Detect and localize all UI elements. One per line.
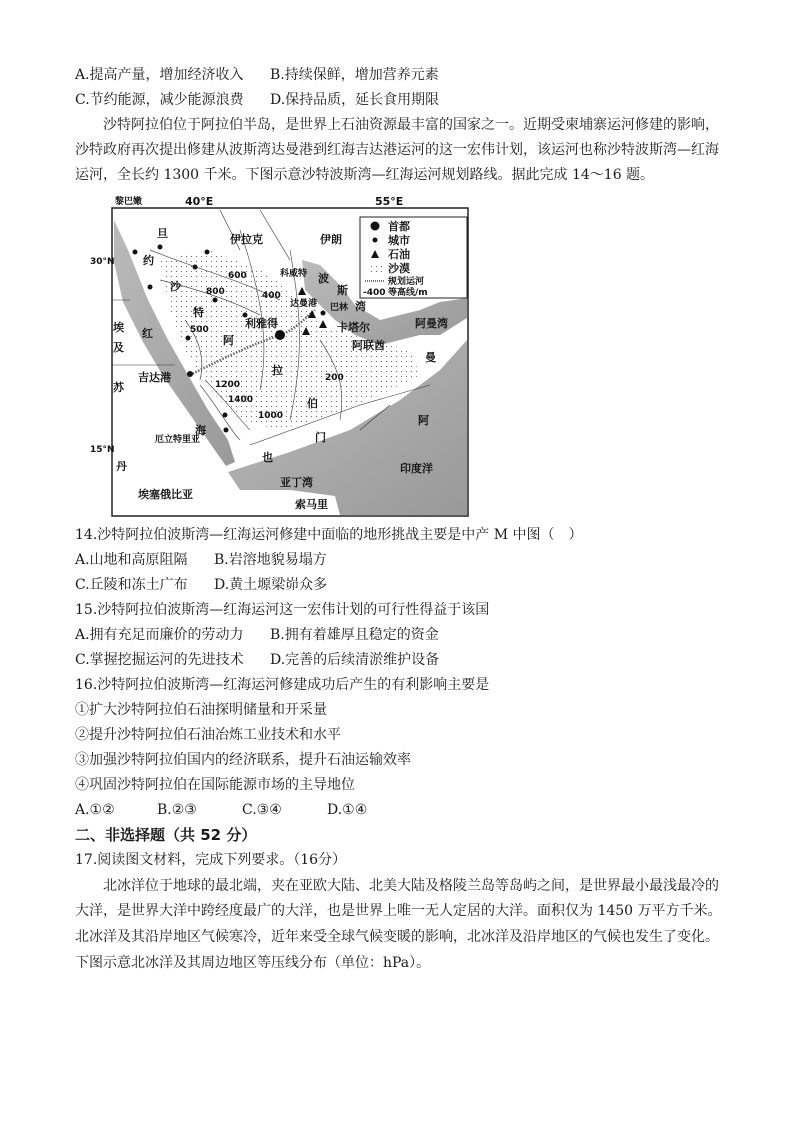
- contour-label: 500: [190, 325, 209, 335]
- map-legend: [360, 217, 467, 298]
- label-iran: 伊朗: [320, 233, 342, 246]
- label-somalia: 索马里: [295, 498, 328, 511]
- q16-statement-1: ①扩大沙特阿拉伯石油探明储量和开采量: [75, 702, 327, 718]
- q16-statement-2: ②提升沙特阿拉伯石油冶炼工业技术和水平: [75, 727, 341, 743]
- label-40e: 40°E: [185, 195, 214, 208]
- q15-option-b: B.拥有着雄厚且稳定的资金: [270, 627, 439, 643]
- q16-stem: 16.沙特阿拉伯波斯湾—红海运河修建成功后产生的有利影响主要是: [75, 677, 490, 693]
- q17-para-line: 大洋，是世界大洋中跨经度最广的大洋，也是世界上唯一无人定居的大洋。面积仅为 1450 万平方千米。: [75, 903, 722, 919]
- label-bahrain: 巴林: [330, 303, 349, 313]
- q16-option-a: A.①②: [75, 802, 115, 818]
- legend-oil: 石油: [388, 248, 410, 261]
- legend-contour-sample: -400: [363, 288, 386, 298]
- label-qatar: 卡塔尔: [337, 321, 370, 334]
- prev-option-b: B.持续保鲜，增加营养元素: [270, 67, 439, 83]
- intro-line: 沙特政府再次提出修建从波斯湾达曼港到红海吉达港运河的这一宏伟计划，该运河也称沙特波斯湾—红海: [75, 142, 719, 158]
- label-saudi: 阿: [223, 334, 234, 347]
- contour-label: 1400: [228, 395, 254, 405]
- label-saudi: 拉: [272, 364, 283, 377]
- label-indian-ocean: 印度洋: [400, 462, 433, 475]
- q15-option-c: C.掌握挖掘运河的先进技术: [75, 652, 244, 668]
- legend-canal: 规划运河: [388, 277, 425, 287]
- label-egypt: 埃: [113, 321, 124, 334]
- q14-stem: 14.沙特阿拉伯波斯湾—红海运河修建中面临的地形挑战主要是中产 M 中图（ ）: [75, 527, 583, 543]
- contour-label: 1000: [258, 411, 284, 421]
- label-aden: 亚丁湾: [280, 476, 313, 489]
- contour-label: 400: [262, 291, 281, 301]
- q14-option-c: C.丘陵和冻土广布: [75, 577, 188, 593]
- legend-capital: 首都: [388, 220, 410, 233]
- q17-stem: 17.阅读图文材料，完成下列要求。（16分）: [75, 852, 347, 868]
- q16-option-d: D.①④: [327, 802, 368, 818]
- label-persian-gulf: 湾: [355, 300, 366, 313]
- prev-option-a: A.提高产量，增加经济收入: [75, 67, 244, 83]
- label-yemen: 也: [262, 451, 273, 464]
- contour-label: 800: [206, 287, 225, 297]
- intro-line: 运河，全长约 1300 千米。下图示意沙特波斯湾—红海运河规划路线。据此完成 14～16 题。: [75, 167, 655, 183]
- label-iraq: 伊拉克: [230, 233, 263, 246]
- contour-label: 1200: [215, 380, 241, 390]
- q16-statement-3: ③加强沙特阿拉伯国内的经济联系，提升石油运输效率: [75, 752, 411, 768]
- q17-para-line: 北冰洋位于地球的最北端，夹在亚欧大陆、北美大陆及格陵兰岛等岛屿之间，是世界最小最浅最冷的: [103, 878, 719, 894]
- desert-icon: [367, 265, 383, 272]
- q15-option-a: A.拥有充足而廉价的劳动力: [75, 627, 244, 643]
- label-egypt: 及: [113, 341, 124, 354]
- capital-icon: [371, 222, 380, 231]
- legend-contour: 等高线/m: [388, 288, 428, 298]
- label-red-sea: 红: [142, 327, 153, 340]
- label-gulf-oman: 阿曼湾: [415, 317, 448, 330]
- saudi-canal-map: [90, 190, 470, 520]
- label-jordan: 约: [143, 254, 154, 267]
- label-saudi: 伯: [307, 397, 318, 410]
- q14-option-d: D.黄土塬梁峁众多: [214, 577, 328, 593]
- label-red-sea: 海: [195, 424, 206, 437]
- q17-para-line: 北冰洋及其沿岸地区气候寒冷，近年来受全球气候变暖的影响，北冰洋及沿岸地区的气候也发生了变化。: [75, 929, 719, 945]
- q14-option-a: A.山地和高原阻隔: [75, 552, 188, 568]
- label-oman: 曼: [425, 351, 436, 364]
- q16-option-c: C.③④: [242, 802, 282, 818]
- label-saudi: 特: [193, 306, 204, 319]
- label-riyadh: 利雅得: [245, 317, 278, 330]
- contour-label: 200: [325, 373, 344, 383]
- prev-option-d: D.保持品质，延长食用期限: [270, 92, 440, 108]
- label-yemen: 门: [315, 431, 326, 444]
- label-15n: 15°N: [90, 445, 115, 455]
- label-sudan: 苏: [113, 381, 124, 394]
- label-jeddah: 吉达港: [138, 371, 171, 384]
- label-kuwait: 科威特: [280, 269, 308, 279]
- label-sudan: 丹: [116, 460, 127, 473]
- contour-label: 600: [228, 271, 247, 281]
- legend-desert: 沙漠: [388, 262, 410, 275]
- label-55e: 55°E: [375, 195, 404, 208]
- capital-marker: [275, 330, 285, 340]
- q15-stem: 15.沙特阿拉伯波斯湾—红海运河这一宏伟计划的可行性得益于该国: [75, 602, 490, 618]
- intro-line: 沙特阿拉伯位于阿拉伯半岛，是世界上石油资源最丰富的国家之一。近期受柬埔寨运河修建的影响，: [103, 117, 719, 133]
- q14-option-b: B.岩溶地貌易塌方: [214, 552, 327, 568]
- legend-city: 城市: [388, 234, 410, 247]
- city-icon: [373, 238, 378, 243]
- prev-option-c: C.节约能源，减少能源浪费: [75, 92, 244, 108]
- label-ethiopia: 埃塞俄比亚: [138, 488, 193, 501]
- label-30n: 30°N: [90, 257, 115, 267]
- section-heading: 二、非选择题（共 52 分）: [75, 826, 257, 844]
- label-oman: 阿: [418, 414, 429, 427]
- label-dammam: 达曼港: [290, 299, 318, 309]
- label-lebanon: 黎巴嫩: [115, 197, 143, 207]
- label-uae: 阿联酋: [352, 339, 385, 352]
- q17-para-line: 下图示意北冰洋及其周边地区等压线分布（单位：hPa）。: [75, 955, 431, 971]
- label-persian-gulf: 斯: [337, 284, 348, 297]
- q16-option-b: B.②③: [157, 802, 197, 818]
- q16-statement-4: ④巩固沙特阿拉伯在国际能源市场的主导地位: [75, 777, 355, 793]
- label-jordan: 旦: [157, 227, 168, 240]
- label-saudi: 沙: [170, 280, 181, 293]
- label-persian-gulf: 波: [318, 272, 329, 285]
- q15-option-d: D.完善的后续清淤维护设备: [270, 652, 440, 668]
- label-eritrea: 厄立特里亚: [155, 435, 201, 445]
